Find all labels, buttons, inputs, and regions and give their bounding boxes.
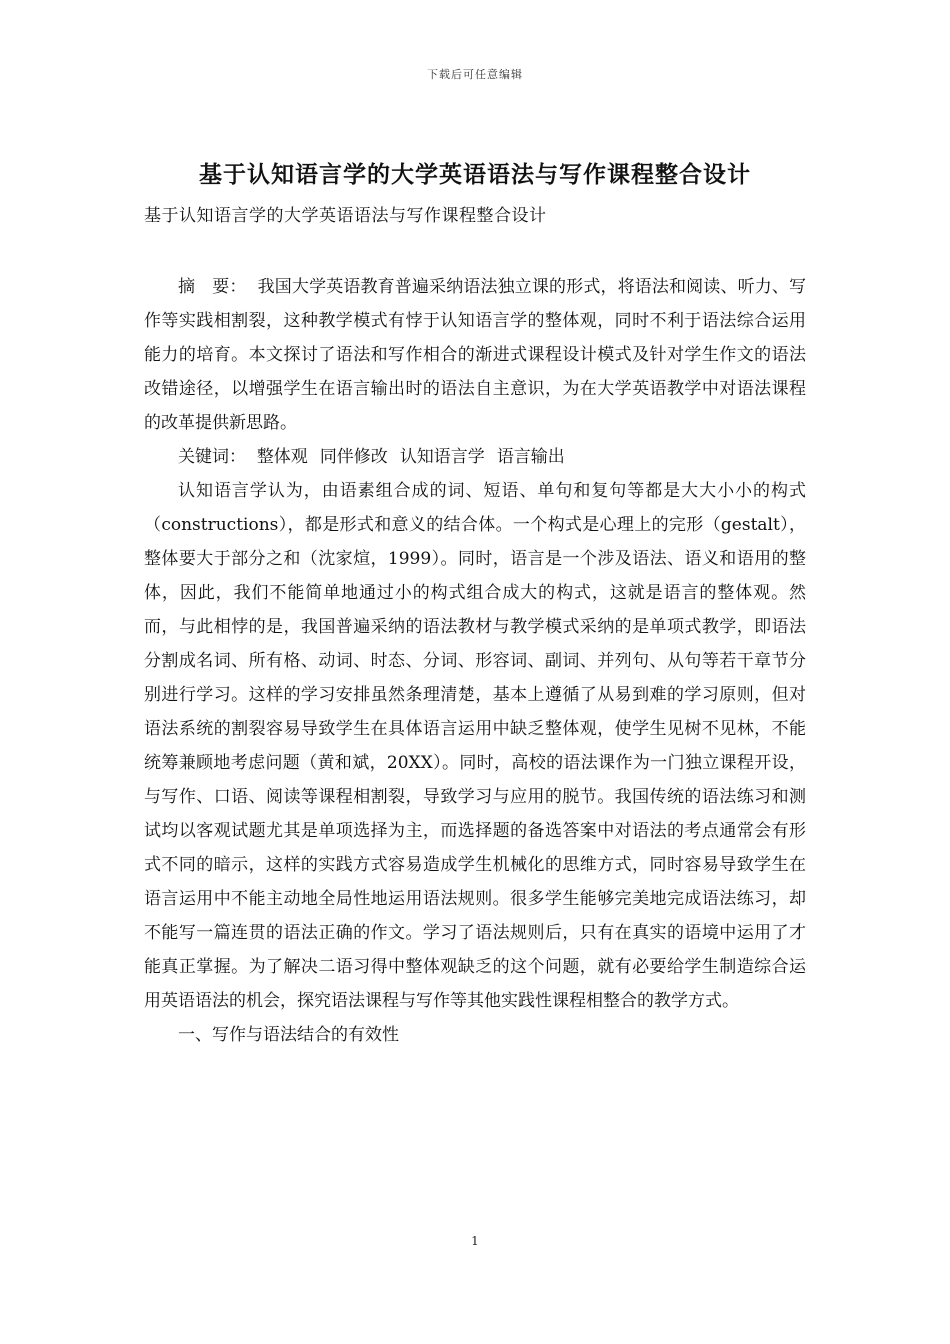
document-subtitle: 基于认知语言学的大学英语语法与写作课程整合设计 [144,206,547,226]
header-note: 下载后可任意编辑 [427,68,523,81]
abstract-text: 我国大学英语教育普遍采纳语法独立课的形式，将语法和阅读、听力、写作等实践相割裂，这种教学模式有悖于认知语言学的整体观，同时不利于语法综合运用能力的培育。本文探讨了语法和写作相合的渐进式课程设计模式及针对学生作文的语法改错途径，以增强学生在语言输出时的语法自主意识，为在大学英语教学中对语法课程的改革提供新思路。 [144,277,807,433]
keywords-label: 关键词： [178,447,246,467]
keyword-item: 同伴修改 [319,447,388,467]
section-heading: 一、写作与语法结合的有效性 [178,1025,399,1045]
abstract-paragraph [144,270,806,440]
keyword-item: 整体观 [256,447,308,467]
abstract-label: 摘 要： [178,277,247,297]
page-number: 1 [471,1234,479,1248]
keyword-item: 认知语言学 [399,447,485,467]
keywords-paragraph [144,440,806,474]
document-title: 基于认知语言学的大学英语语法与写作课程整合设计 [199,161,751,188]
body-paragraph: 认知语言学认为，由语素组合成的词、短语、单句和复句等都是大大小小的构式（constructions），都是形式和意义的结合体。一个构式是心理上的完形（gestalt），整体要大于部分之和（沈家煊，1999）。同时，语言是一个涉及语法、语义和语用的整体，因此，我们不能简单地通过小的构式组合成大的构式，这就是语言的整体观。然而，与此相悖的是，我国普遍采纳的语法教材与教学模式采纳的是单项式教学，即语法分割成名词、所有格、动词、时态、分词、形容词、副词、并列句、从句等若干章节分别进行学习。这样的学习安排虽然条理清楚，基本上遵循了从易到难的学习原则，但对语法系统的割裂容易导致学生在具体语言运用中缺乏整体观，使学生见树不见林，不能统筹兼顾地考虑问题（黄和斌，20XX）。同时，高校的语法课作为一门独立课程开设，与写作、口语、阅读等课程相割裂，导致学习与应用的脱节。我国传统的语法练习和测试均以客观试题尤其是单项选择为主，而选择题的备选答案中对语法的考点通常会有形式不同的暗示，这样的实践方式容易造成学生机械化的思维方式，同时容易导致学生在语言运用中不能主动地全局性地运用语法规则。很多学生能够完美地完成语法练习，却不能写一篇连贯的语法正确的作文。学习了语法规则后，只有在真实的语境中运用了才能真正掌握。为了解决二语习得中整体观缺乏的这个问题，就有必要给学生制造综合运用英语语法的机会，探究语法课程与写作等其他实践性课程相整合的教学方式。 [144,481,806,1011]
keyword-item: 语言输出 [496,447,565,467]
document-body [144,270,806,1052]
